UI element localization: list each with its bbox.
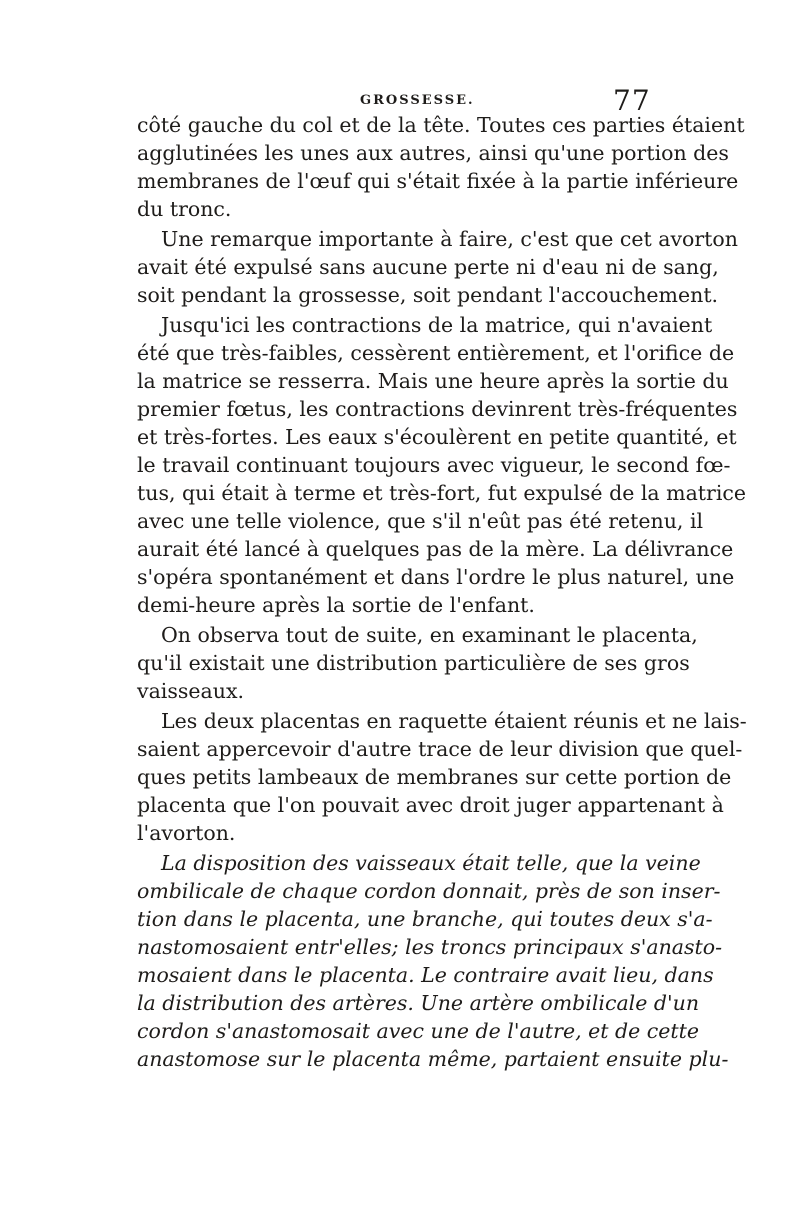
text-line: côté gauche du col et de la tête. Toutes ces parties étaient <box>137 113 745 137</box>
text-line-italic: nastomosaient entr'elles; les troncs principaux s'anasto- <box>137 935 723 959</box>
text-line: placenta que l'on pouvait avec droit juger appartenant à <box>137 793 724 817</box>
text-line: Les deux placentas en raquette étaient réunis et ne lais- <box>161 709 747 733</box>
text-line: membranes de l'œuf qui s'était fixée à la partie inférieure <box>137 169 739 193</box>
text-line: agglutinées les unes aux autres, ainsi qu'une portion des <box>137 141 729 165</box>
text-line-italic: tion dans le placenta, une branche, qui toutes deux s'a- <box>137 907 713 931</box>
text-line: et très-fortes. Les eaux s'écoulèrent en petite quantité, et <box>137 425 737 449</box>
text-line: tus, qui était à terme et très-fort, fut expulsé de la matrice <box>137 481 747 505</box>
text-line: demi-heure après la sortie de l'enfant. <box>137 593 535 617</box>
text-line: aurait été lancé à quelques pas de la mère. La délivrance <box>137 537 734 561</box>
text-line: du tronc. <box>137 197 232 221</box>
text-line: vaisseaux. <box>137 679 245 703</box>
text-line-italic: ombilicale de chaque cordon donnait, près de son inser- <box>137 879 721 903</box>
text-line-italic: mosaient dans le placenta. Le contraire avait lieu, dans <box>137 963 714 987</box>
text-line: avait été expulsé sans aucune perte ni d'eau ni de sang, <box>137 255 719 279</box>
text-line: Une remarque importante à faire, c'est que cet avorton <box>161 227 738 251</box>
text-line: Jusqu'ici les contractions de la matrice, qui n'avaient <box>161 313 713 337</box>
text-line-italic: anastomose sur le placenta même, partaient ensuite plu- <box>137 1047 729 1071</box>
text-line: soit pendant la grossesse, soit pendant l'accouchement. <box>137 283 719 307</box>
text-line: le travail continuant toujours avec vigueur, le second fœ- <box>137 453 731 477</box>
text-line-italic: la distribution des artères. Une artère ombilicale d'un <box>137 991 700 1015</box>
text-line: l'avorton. <box>137 821 236 845</box>
text-line: la matrice se resserra. Mais une heure après la sortie du <box>137 369 729 393</box>
text-line: premier fœtus, les contractions devinrent très-fréquentes <box>137 397 738 421</box>
text-line-italic: La disposition des vaisseaux était telle, que la veine <box>161 851 701 875</box>
text-line: On observa tout de suite, en examinant le placenta, <box>161 623 698 647</box>
text-line: été que très-faibles, cessèrent entièrement, et l'orifice de <box>137 341 735 365</box>
text-line: s'opéra spontanément et dans l'ordre le plus naturel, une <box>137 565 735 589</box>
page-number: 77 <box>613 84 651 117</box>
text-line: avec une telle violence, que s'il n'eût pas été retenu, il <box>137 509 704 533</box>
running-head: GROSSESSE. <box>360 93 475 108</box>
text-line: ques petits lambeaux de membranes sur cette portion de <box>137 765 732 789</box>
text-line: saient appercevoir d'autre trace de leur division que quel- <box>137 737 743 761</box>
text-line: qu'il existait une distribution particulière de ses gros <box>137 651 690 675</box>
text-line-italic: cordon s'anastomosait avec une de l'autre, et de cette <box>137 1019 699 1043</box>
